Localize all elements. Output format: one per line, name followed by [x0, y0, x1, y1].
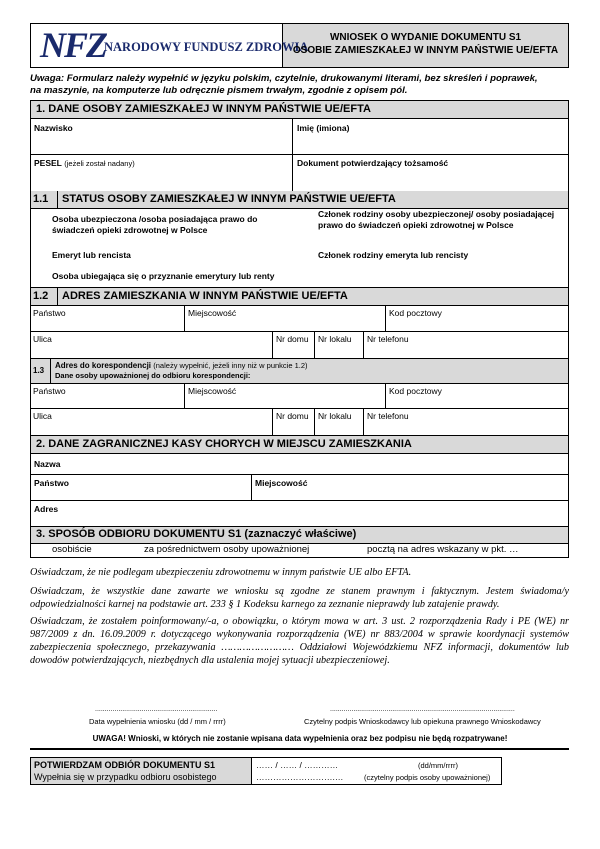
section11-num-divider [57, 191, 58, 208]
section13-title [55, 361, 308, 370]
status-option-family-member[interactable]: Członek rodziny osoby ubezpieczonej/ osoby posiadającej prawo do świadczeń opieki zdrowotnej w Polsce [318, 209, 555, 230]
corr-divider-2 [385, 383, 386, 408]
addr-city-label: Miejscowość [188, 308, 237, 318]
addr-house-label: Nr domu [276, 334, 309, 344]
section13-num-divider [50, 358, 51, 383]
addr-divider-1 [184, 305, 185, 331]
corr-postal-label: Kod pocztowy [389, 386, 442, 396]
surname-label: Nazwisko [34, 123, 73, 133]
corr-divider-5 [363, 408, 364, 435]
form-title-line1: WNIOSEK O WYDANIE DOKUMENTU S1 [329, 32, 522, 43]
delivery-option-authorized[interactable]: za pośrednictwem osoby upoważnionej [144, 544, 310, 555]
corr-divider-3 [272, 408, 273, 435]
pesel-field[interactable] [30, 154, 293, 192]
fund-name: NARODOWY FUNDUSZ ZDROWIA [104, 40, 309, 54]
section3-title: 3. SPOSÓB ODBIORU DOKUMENTU S1 (zaznaczyć właściwe) [36, 528, 357, 540]
nfz-logo: NFZ [40, 25, 106, 65]
corr-phone-label: Nr telefonu [367, 411, 409, 421]
date-caption: Data wypełnienia wniosku (dd / mm / rrrr) [89, 717, 226, 726]
section12-num: 1.2 [33, 290, 49, 302]
date-dots[interactable]: ............................................................... [95, 706, 218, 713]
section12-title: ADRES ZAMIESZKANIA W INNYM PAŃSTWIE UE/EFTA [62, 290, 348, 302]
receipt-sign-caption: (czytelny podpis osoby upoważnionej) [364, 773, 491, 782]
addr-country-label: Państwo [33, 308, 66, 318]
status-option-insured[interactable]: Osoba ubezpieczona /osoba posiadająca prawo do świadczeń opieki zdrowotnej w Polsce [52, 214, 258, 235]
pesel-hint: (jeżeli został nadany) [64, 159, 135, 168]
section12-num-divider [57, 287, 58, 305]
fund-country-label: Państwo [34, 478, 69, 488]
corr-flat-label: Nr lokalu [318, 411, 352, 421]
section13-title-text: Adres do korespondencji [55, 361, 152, 370]
pesel-label-text: PESEL [34, 158, 62, 168]
declaration-not-insured: Oświadczam, że nie podlegam ubezpieczeniu zdrowotnemu w innym państwie UE albo EFTA. [30, 567, 412, 578]
receipt-divider [251, 757, 252, 785]
section2-title: 2. DANE ZAGRANICZNEJ KASY CHORYCH W MIEJSCU ZAMIESZKANIA [36, 438, 412, 450]
addr-phone-label: Nr telefonu [367, 334, 409, 344]
corr-street-label: Ulica [33, 411, 52, 421]
form-title-line2: OSOBIE ZAMIESZKAŁEJ W INNYM PAŃSTWIE UE/EFTA [292, 45, 559, 56]
section1-title: 1. DANE OSOBY ZAMIESZKAŁEJ W INNYM PAŃSTWIE UE/EFTA [36, 103, 371, 115]
id-document-field[interactable] [292, 154, 569, 192]
corr-house-label: Nr domu [276, 411, 309, 421]
receipt-top-rule [30, 748, 569, 750]
signature-warning: UWAGA! Wnioski, w których nie zostanie wpisana data wypełnienia oraz bez podpisu nie będą rozpatrywane! [92, 734, 508, 743]
receipt-date-dots[interactable]: …… / …… / ………… [256, 760, 339, 770]
corr-country-label: Państwo [33, 386, 66, 396]
declaration-informed: Oświadczam, że zostałem poinformowany/-a, o obowiązku, o którym mowa w art. 3 ust. 2 rozporządzenia Rady i PE (WE) nr 987/2009 z dn. 16.09.2009 r. dotyczącego wykonywania rozporządzenia (WE) nr 883/2004 w sprawie koordynacji systemów zabezpieczenia społecznego, przekazywania …………………… Oddziałowi Wojewódzkiemu NFZ informacji, dokumentów lub dowodów potwierdzających, niezbędnych dla ustalenia mojej sytuacji ubezpieczeniowej. [30, 616, 569, 666]
addr-divider-3 [272, 331, 273, 358]
declaration-truthful: Oświadczam, że wszystkie dane zawarte we wniosku są zgodne ze stanem prawnym i faktycznym. Jestem świadoma/y odpowiedzialności karnej na podstawie art. 233 § 1 Kodeksu karnego za zeznanie nieprawdy lub zatajenie prawdy. [30, 586, 569, 610]
id-document-label: Dokument potwierdzający tożsamość [297, 158, 449, 168]
corr-divider-4 [314, 408, 315, 435]
corr-row-divider [30, 408, 569, 409]
signature-dots[interactable]: ............................................................................................... [330, 706, 515, 713]
first-names-label: Imię (imiona) [297, 123, 350, 133]
status-option-pensioner[interactable]: Emeryt lub rencista [52, 250, 131, 260]
fund-row-divider-1 [30, 474, 569, 475]
section11-title: STATUS OSOBY ZAMIESZKAŁEJ W INNYM PAŃSTWIE UE/EFTA [62, 193, 396, 205]
receipt-subtitle: Wypełnia się w przypadku odbioru osobistego [34, 772, 217, 782]
first-names-field[interactable] [292, 119, 569, 155]
corr-city-label: Miejscowość [188, 386, 237, 396]
receipt-title: POTWIERDZAM ODBIÓR DOKUMENTU S1 [34, 760, 215, 770]
delivery-option-personal[interactable]: osobiście [52, 544, 92, 555]
fund-row-divider-2 [30, 500, 569, 501]
addr-divider-4 [314, 331, 315, 358]
signature-caption: Czytelny podpis Wnioskodawcy lub opiekuna prawnego Wnioskodawcy [304, 717, 541, 726]
receipt-sign-dots[interactable]: ……………………….… [256, 772, 344, 782]
section13-num: 1.3 [33, 366, 45, 375]
section11-num: 1.1 [33, 193, 49, 205]
status-option-pensioner-family[interactable]: Członek rodziny emeryta lub rencisty [318, 250, 469, 260]
addr-divider-2 [385, 305, 386, 331]
surname-field[interactable] [30, 119, 293, 155]
corr-divider-1 [184, 383, 185, 408]
delivery-option-post[interactable]: pocztą na adres wskazany w pkt. … [367, 544, 519, 555]
addr-street-label: Ulica [33, 334, 52, 344]
section13-line2: Dane osoby upoważnionej do odbioru korespondencji: [55, 371, 251, 380]
fund-address-label: Adres [34, 504, 59, 514]
fund-city-label: Miejscowość [255, 478, 308, 488]
addr-divider-5 [363, 331, 364, 358]
status-option-applicant[interactable]: Osoba ubiegająca się o przyznanie emerytury lub renty [52, 271, 275, 281]
receipt-date-format: (dd/mm/rrrr) [418, 761, 458, 770]
addr-flat-label: Nr lokalu [318, 334, 352, 344]
addr-postal-label: Kod pocztowy [389, 308, 442, 318]
fund-divider [251, 474, 252, 500]
note-line2: na maszynie, na komputerze lub odręcznie pismem trwałym, zgodnie z opisem pól. [30, 85, 408, 96]
addr-row-divider [30, 331, 569, 332]
fund-name-label: Nazwa [34, 459, 61, 469]
section13-hint: (należy wypełnić, jeżeli inny niż w punkcie 1.2) [153, 361, 308, 370]
note-line1: Uwaga: Formularz należy wypełnić w języku polskim, czytelnie, drukowanymi literami, bez skreśleń i poprawek, [30, 73, 538, 84]
